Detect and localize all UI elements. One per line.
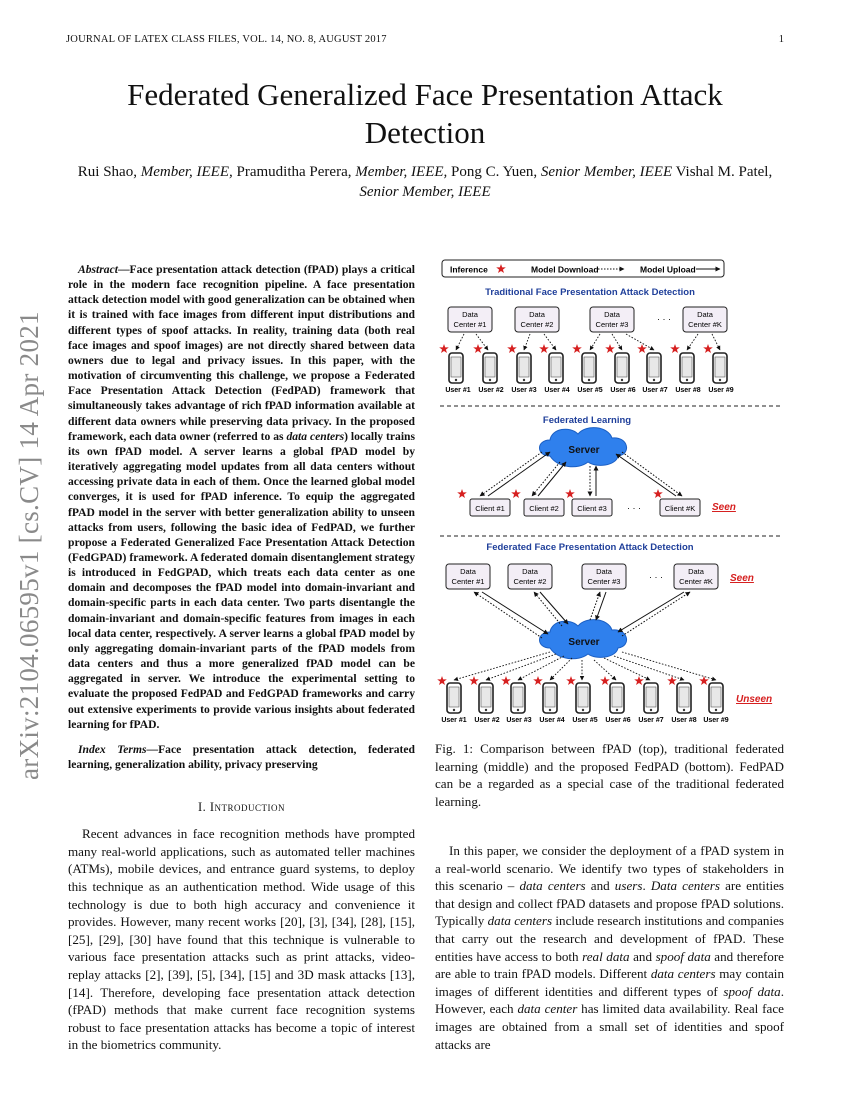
data-center-box — [683, 307, 727, 332]
section-title: Introduction — [209, 800, 286, 815]
data-center-label: Center #2 — [520, 320, 554, 329]
inference-star-icon — [533, 676, 543, 685]
user-label: User #6 — [605, 717, 631, 724]
right-column-body — [435, 842, 784, 1053]
paper-title: Federated Generalized Face Presentation Attack Detection — [127, 77, 723, 150]
inference-star-icon — [600, 676, 610, 685]
data-center-word: Data — [596, 567, 612, 576]
client-label: Client #2 — [529, 504, 559, 513]
ellipsis: · · · — [657, 314, 671, 324]
top-section-title: Traditional Face Presentation Attack Detection — [485, 287, 695, 298]
inference-star-icon — [469, 676, 479, 685]
seen-label: Seen — [712, 502, 736, 513]
client-label: Client #3 — [577, 504, 607, 513]
abstract: Abstract—Face presentation attack detection (fPAD) plays a critical role in the modern face recognition pipeline. A face presentation attack detection model with good generalization can be obtained when it is trained with face images from different input distributions and different types of spoof attacks. In reality, training data (both real face images and spoof images) are not directly shared between data owners due to legal and privacy issues. In this paper, with the motivation of circumventing this challenge, we propose a Federated Face Presentation Attack Detection (FedPAD) framework that simultaneously takes advantage of rich fPAD information available at different data owners while preserving data privacy. In the proposed framework, each data owner (referred to as data centers) locally trains its own fPAD model. A server learns a global fPAD model by iteratively aggregating model updates from all data centers without accessing private data in each of them. Once the learned global model converges, it is used for fPAD inference. To equip the aggregated fPAD model in the server with better generalization ability to unseen attacks from users, following the basic idea of FedPAD, we further propose a Federated Generalized Face Presentation Attack Detection (FedGPAD) framework. A federated domain disentanglement strategy is introduced in FedGPAD, which treats each data center as one domain and decomposes the fPAD model into domain-invariant and domain-specific parts in each data center. Two parts disentangle the domain-invariant and domain-specific features from images in each local data center, respectively. A server learns a global fPAD model by only aggregating domain-invariant parts of the fPAD models from data centers and thus a more generalized fPAD model can be aggregated in server. We introduce the experimental setting to evaluate the proposed FedPAD and FedGPAD frameworks and carry out extensive experiments to provide various insights about federated learning for fPAD. — [68, 263, 416, 731]
ellipsis: · · · — [627, 503, 641, 513]
section-number: I. — [197, 800, 207, 815]
author-role: Senior Member, IEEE — [540, 164, 673, 180]
author-role: Member, IEEE, — [140, 164, 233, 180]
top-inference-stars — [439, 344, 713, 353]
user-label: User #9 — [708, 387, 734, 394]
client-label: Client #K — [664, 504, 696, 513]
figure-1 — [432, 256, 788, 732]
user-label: User #4 — [539, 717, 565, 724]
user-label: User #7 — [642, 387, 668, 394]
bottom-user-devices — [447, 683, 723, 713]
user-label: User #9 — [703, 717, 729, 724]
phone-icon — [610, 683, 624, 713]
inference-star-icon — [634, 676, 644, 685]
top-download-arrows — [456, 334, 720, 350]
data-center-word: Data — [697, 310, 713, 319]
author-role: Senior Member, IEEE — [359, 184, 491, 200]
figure-legend — [442, 260, 724, 277]
phone-icon — [549, 353, 563, 383]
data-center-label: Center #2 — [513, 577, 547, 586]
inference-star-icon — [501, 676, 511, 685]
legend-inference-label: Inference — [450, 264, 488, 275]
server-cloud — [540, 428, 627, 467]
data-center-word: Data — [529, 310, 545, 319]
data-center-box — [508, 564, 552, 589]
user-label: User #7 — [638, 717, 664, 724]
middle-section-title: Federated Learning — [542, 415, 632, 426]
data-center-label: Center #1 — [453, 320, 487, 329]
data-center-word: Data — [604, 310, 620, 319]
inference-star-icon — [507, 344, 517, 353]
server-label: Server — [568, 445, 600, 456]
user-label: User #2 — [478, 387, 504, 394]
author-role: Member, IEEE, — [355, 164, 448, 180]
user-label: User #1 — [445, 387, 471, 394]
author-name: Rui Shao, — [77, 164, 137, 180]
phone-icon — [449, 353, 463, 383]
inference-star-icon — [703, 344, 713, 353]
data-center-label: Center #3 — [587, 577, 621, 586]
abstract-emphasis: data centers — [286, 429, 345, 443]
phone-icon — [576, 683, 590, 713]
bottom-user-labels — [441, 717, 728, 724]
data-center-label: Center #3 — [595, 320, 629, 329]
bottom-data-centers — [446, 564, 754, 589]
phone-icon — [644, 683, 658, 713]
phone-icon — [517, 353, 531, 383]
data-center-box — [590, 307, 634, 332]
user-label: User #8 — [671, 717, 697, 724]
user-label: User #8 — [675, 387, 701, 394]
top-user-devices — [449, 353, 727, 383]
top-data-centers — [448, 307, 727, 332]
client-box — [470, 499, 510, 516]
phone-icon — [511, 683, 525, 713]
abstract-label: Abstract — [78, 263, 118, 276]
user-label: User #4 — [544, 387, 570, 394]
inference-star-icon — [653, 489, 663, 498]
data-center-word: Data — [460, 567, 476, 576]
bottom-inference-stars — [437, 676, 709, 685]
seen-label: Seen — [730, 573, 754, 584]
abstract-text: ) locally trains its own fPAD model. A server learns a global fPAD model by iteratively aggregating model updates from all data centers without accessing private data in each of them. Once the learned global model converges, it is used for fPAD inference. To equip the aggregated fPAD model in the server with better generalization ability to unseen attacks from users, following the basic idea of FedPAD, we further propose a Federated Generalized Face Presentation Attack Detection (FedGPAD) framework. A federated domain disentanglement strategy is introduced in FedGPAD, which treats each data center as one domain and decomposes the fPAD model into domain-invariant and domain-specific parts in each data center. Two parts disentangle the domain-invariant and domain-specific features from images in each local data center, respectively. A server learns a global fPAD model by only aggregating domain-invariant parts of the fPAD models from data centers and thus a more generalized fPAD model can be aggregated in server. We introduce the experimental setting to evaluate the proposed FedPAD and FedGPAD frameworks and carry out extensive experiments to provide various insights about federated learning for fPAD. — [68, 429, 416, 731]
phone-icon — [582, 353, 596, 383]
index-terms-text: Face presentation attack detection, federated learning, generalization ability, privacy preserving — [68, 742, 415, 771]
author-name: Pramuditha Perera, — [236, 164, 352, 180]
phone-icon — [479, 683, 493, 713]
inference-star-icon — [439, 344, 449, 353]
user-label: User #5 — [572, 717, 598, 724]
ellipsis: · · · — [649, 572, 663, 582]
running-header: JOURNAL OF LATEX CLASS FILES, VOL. 14, NO. 8, AUGUST 2017 — [66, 34, 387, 45]
arxiv-stamp: arXiv:2104.06595v1 [cs.CV] 14 Apr 2021 — [14, 311, 44, 780]
data-center-word: Data — [462, 310, 478, 319]
left-column — [68, 262, 415, 1054]
legend-upload-label: Model Upload — [640, 264, 696, 275]
page-number: 1 — [778, 34, 784, 45]
intro-paragraph: In this paper, we consider the deployment of a fPAD system in a real-world scenario. We identify two types of stakeholders in this scenario – data centers and users. Data centers are entities that design and collect fPAD datasets and propose fPAD solutions. Typically data centers include research institutions and companies that carry out the research and development of fPAD. These entities have access to both real data and spoof data and therefore are able to train fPAD models. Different data centers may contain images of different identities and different types of spoof data. However, each data center has limited data availability. Real face images are obtained from a small set of identities and spoof attacks are — [435, 843, 784, 1052]
inference-star-icon — [699, 676, 709, 685]
inference-star-icon — [572, 344, 582, 353]
client-label: Client #1 — [475, 504, 505, 513]
inference-star-icon — [565, 489, 575, 498]
abstract-text: Face presentation attack detection (fPAD) plays a critical role in the modern face recognition pipeline. A face presentation attack detection model with good generalization can be obtained when it is trained with face images from different input distributions and different types of spoof attacks. In reality, training data (both real face images and spoof images) are not directly shared between data owners due to legal and privacy issues. In this paper, with the motivation of circumventing this challenge, we propose a Federated Face Presentation Attack Detection (FedPAD) framework that simultaneously takes advantage of rich fPAD information available at different data owners while preserving data privacy. In the proposed framework, each data owner (referred to as — [68, 263, 415, 443]
author-list — [66, 162, 784, 202]
phone-icon — [709, 683, 723, 713]
phone-icon — [647, 353, 661, 383]
server-cloud — [540, 620, 627, 659]
user-label: User #3 — [511, 387, 537, 394]
user-label: User #2 — [474, 717, 500, 724]
data-center-word: Data — [522, 567, 538, 576]
phone-icon — [680, 353, 694, 383]
figure-caption: Fig. 1: Comparison between fPAD (top), traditional federated learning (middle) and the proposed FedPAD (bottom). FedPAD can be a regarded as a special case of the traditional federated learning. — [435, 741, 784, 809]
data-center-label: Center #K — [688, 320, 722, 329]
data-center-box — [446, 564, 490, 589]
data-center-label: Center #K — [679, 577, 713, 586]
unseen-label: Unseen — [736, 694, 773, 705]
inference-star-icon — [539, 344, 549, 353]
inference-star-icon — [473, 344, 483, 353]
inference-star-icon — [566, 676, 576, 685]
data-center-box — [515, 307, 559, 332]
data-center-word: Data — [688, 567, 704, 576]
client-box — [524, 499, 564, 516]
index-terms: Index Terms—Face presentation attack detection, federated learning, generalization ability, privacy preserving — [68, 742, 415, 771]
server-label: Server — [568, 637, 600, 648]
inference-star-icon — [437, 676, 447, 685]
phone-icon — [615, 353, 629, 383]
client-box — [660, 499, 700, 516]
author-name: Vishal M. Patel, — [675, 164, 773, 180]
user-label: User #6 — [610, 387, 636, 394]
phone-icon — [447, 683, 461, 713]
phone-icon — [677, 683, 691, 713]
data-center-label: Center #1 — [451, 577, 485, 586]
data-center-box — [448, 307, 492, 332]
user-label: User #3 — [506, 717, 532, 724]
data-center-box — [674, 564, 718, 589]
inference-star-icon — [511, 489, 521, 498]
top-user-labels — [445, 387, 733, 394]
inference-star-icon — [605, 344, 615, 353]
user-label: User #1 — [441, 717, 467, 724]
author-name: Pong C. Yuen, — [451, 164, 538, 180]
user-label: User #5 — [577, 387, 603, 394]
inference-star-icon — [670, 344, 680, 353]
bottom-section-title: Federated Face Presentation Attack Detection — [486, 542, 694, 553]
phone-icon — [713, 353, 727, 383]
legend-download-label: Model Download — [531, 264, 599, 275]
intro-paragraph: Recent advances in face recognition methods have prompted many real-world applications, such as automated teller machines (ATMs), mobile devices, and entrance guard systems, to deploy this technique as an authentication method. Wide usage of this technology is due to both high accuracy and convenience it provides. However, many recent works [20], [3], [34], [28], [15], [25], [29], [30] have found that this technique is vulnerable to various face presentation attacks such as print attacks, video-replay attacks [2], [39], [5], [34], [15] and 3D mask attacks [13], [14]. Therefore, developing face presentation attack detection (fPAD) methods that make current face recognition systems robust to face presentation attacks has become a topic of interest in the biometrics community. — [68, 826, 415, 1053]
client-box — [572, 499, 612, 516]
clients — [457, 489, 736, 516]
phone-icon — [543, 683, 557, 713]
phone-icon — [483, 353, 497, 383]
data-center-box — [582, 564, 626, 589]
index-terms-label: Index Terms — [78, 742, 147, 756]
inference-star-icon — [457, 489, 467, 498]
section-heading — [68, 800, 415, 815]
